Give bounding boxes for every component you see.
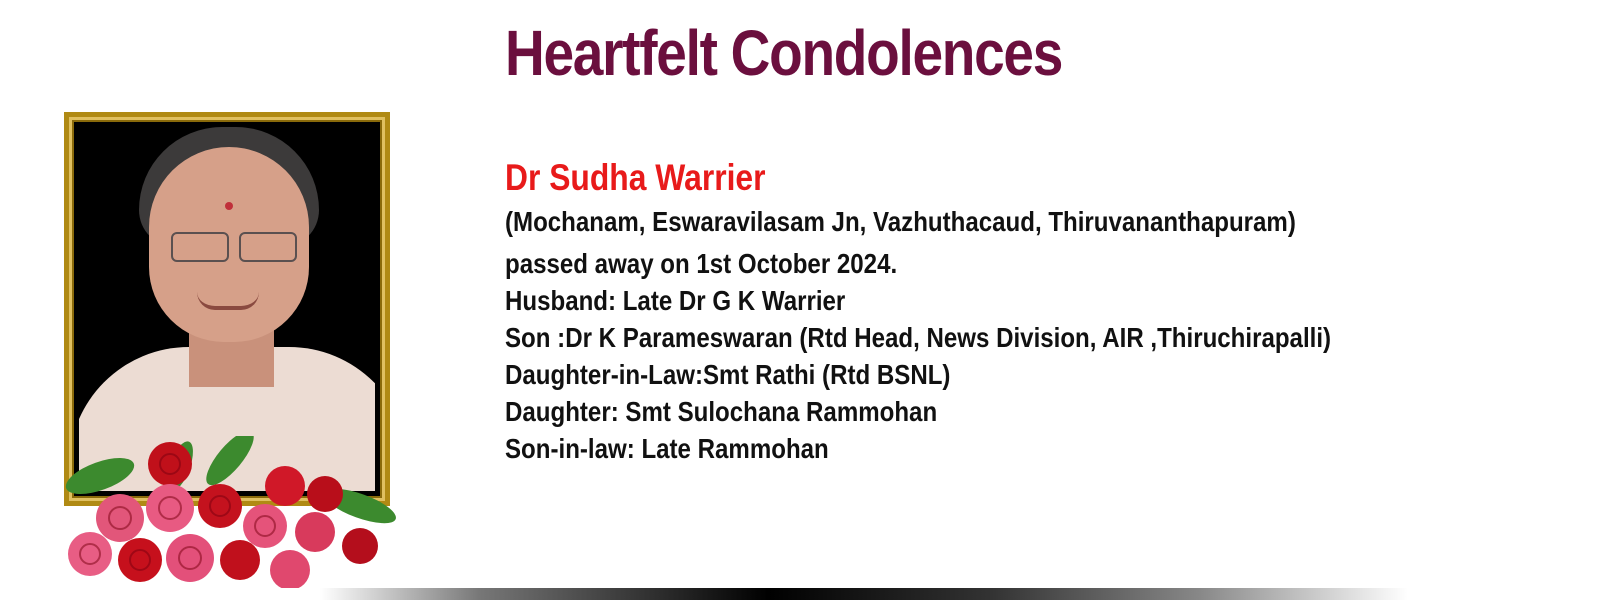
rose-bouquet [60,436,410,594]
detail-daughter-in-law: Daughter-in-Law:Smt Rathi (Rtd BSNL) [505,359,951,390]
page-title: Heartfelt Condolences [505,17,1063,89]
detail-son-in-law: Son-in-law: Late Rammohan [505,433,829,464]
detail-son: Son :Dr K Parameswaran (Rtd Head, News Division, AIR ,Thiruchirapalli) [505,322,1332,353]
detail-daughter: Daughter: Smt Sulochana Rammohan [505,396,938,427]
bottom-gradient-bar [0,588,1600,600]
detail-husband: Husband: Late Dr G K Warrier [505,285,846,316]
deceased-name: Dr Sudha Warrier [505,157,766,198]
detail-address: (Mochanam, Eswaravilasam Jn, Vazhuthacaud, Thiruvananthapuram) [505,206,1296,237]
detail-passed-away: passed away on 1st October 2024. [505,248,898,279]
